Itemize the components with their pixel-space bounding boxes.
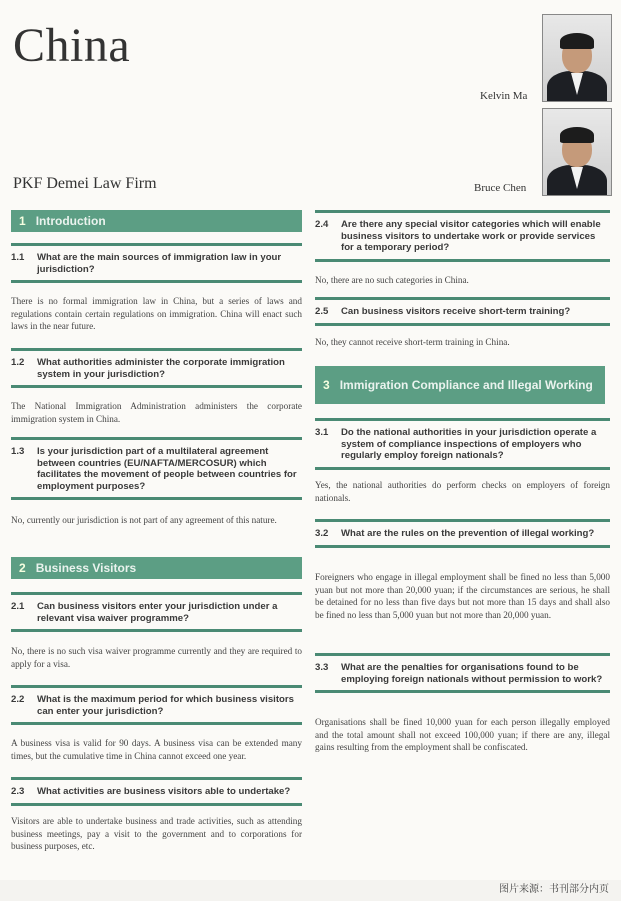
- answer-2-2: A business visa is valid for 90 days. A business visa can be extended many times, but the cumulative time in China cannot exceed one year.: [11, 738, 302, 761]
- answer-3-1: Yes, the national authorities do perform checks on employers of foreign nationals.: [315, 480, 610, 503]
- section-heading-immigration-compliance: 3 Immigration Compliance and Illegal Working: [315, 366, 605, 404]
- question-3-3: 3.3 What are the penalties for organisations found to be employing foreign nationals without permission to work?: [315, 653, 610, 693]
- question-3-1: 3.1 Do the national authorities in your jurisdiction operate a system of compliance inspections of employers who regularly employ foreign nationals?: [315, 418, 610, 470]
- author-photo-bruce-chen: [542, 108, 612, 196]
- answer-1-2: The National Immigration Administration administers the corporate immigration system in China.: [11, 401, 302, 424]
- answer-1-3: No, currently our jurisdiction is not part of any agreement of this nature.: [11, 515, 277, 525]
- question-1-1: 1.1 What are the main sources of immigration law in your jurisdiction?: [11, 243, 302, 283]
- image-source-credit: 图片来源：书刊部分内页: [499, 884, 609, 895]
- author-name-1: Kelvin Ma: [480, 90, 528, 102]
- country-title: China: [13, 19, 131, 72]
- question-2-3: 2.3 What activities are business visitors able to undertake?: [11, 777, 302, 806]
- section-heading-business-visitors: 2 Business Visitors: [11, 557, 302, 579]
- section-heading-introduction: 1 Introduction: [11, 210, 302, 232]
- law-firm-name: PKF Demei Law Firm: [13, 175, 157, 192]
- answer-2-4: No, there are no such categories in China.: [315, 275, 469, 285]
- question-2-2: 2.2 What is the maximum period for which business visitors can enter your jurisdiction?: [11, 685, 302, 725]
- question-2-5: 2.5 Can business visitors receive short-term training?: [315, 297, 610, 326]
- answer-3-2: Foreigners who engage in illegal employment shall be fined no less than 5,000 yuan but not more than 20,000 yuan; if the circumstances are serious, he shall be detained for no less than five days but not more than 15 days and shall also be fined no less than 5,000 yuan but not more than 20,000 yuan.: [315, 572, 610, 620]
- answer-2-1: No, there is no such visa waiver programme currently and they are required to apply for a visa.: [11, 646, 302, 669]
- question-1-2: 1.2 What authorities administer the corporate immigration system in your jurisdiction?: [11, 348, 302, 388]
- answer-1-1: There is no formal immigration law in China, but a series of laws and regulations contain certain regulations on immigration. China will enact such laws in the near future.: [11, 296, 302, 331]
- question-2-4: 2.4 Are there any special visitor categories which will enable business visitors to undertake work or provide services for a temporary period?: [315, 210, 610, 262]
- author-name-2: Bruce Chen: [474, 182, 527, 194]
- author-photo-kelvin-ma: [542, 14, 612, 102]
- answer-2-5: No, they cannot receive short-term training in China.: [315, 337, 510, 347]
- answer-2-3: Visitors are able to undertake business and trade activities, such as attending business meetings, pay a visit to the government and to corporations for business purposes, etc.: [11, 816, 302, 851]
- answer-3-3: Organisations shall be fined 10,000 yuan for each person illegally employed and the total amount shall not exceed 100,000 yuan; if there are any, illegal gains resulting from the employment shall be confiscated.: [315, 717, 610, 752]
- question-1-3: 1.3 Is your jurisdiction part of a multilateral agreement between countries (EU/NAFTA/MERCOSUR) which facilitates the movement of people between countries for employment purposes?: [11, 437, 302, 500]
- question-2-1: 2.1 Can business visitors enter your jurisdiction under a relevant visa waiver programme?: [11, 592, 302, 632]
- question-3-2: 3.2 What are the rules on the prevention of illegal working?: [315, 519, 610, 548]
